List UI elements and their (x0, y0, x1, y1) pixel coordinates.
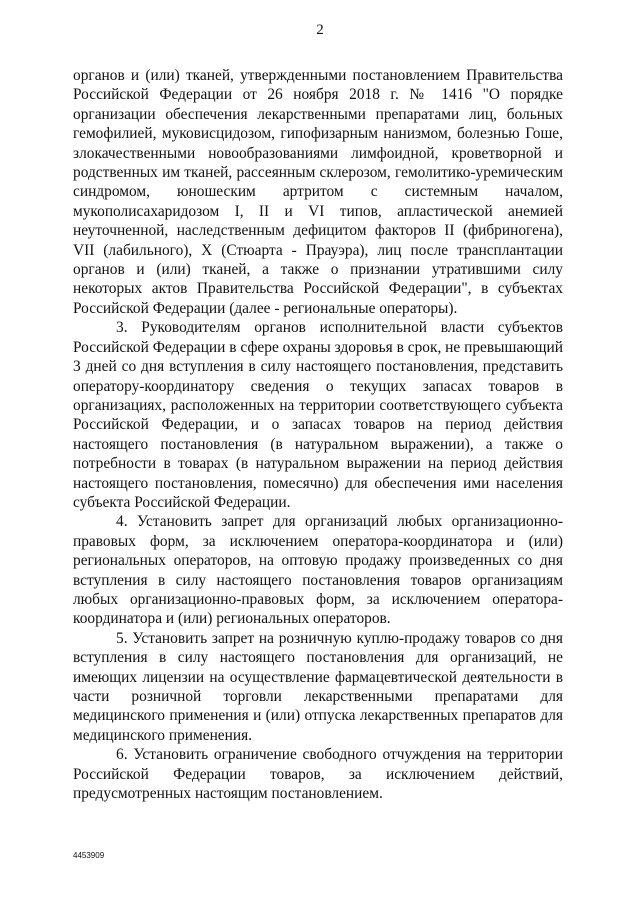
page-number: 2 (316, 22, 324, 38)
paragraph-item-6: 6. Установить ограничение свободного отчуждения на территории Российской Федерации товаров, за исключением действий, предусмотренных настоящим постановлением. (73, 746, 563, 803)
paragraph-item-4: 4. Установить запрет для организаций любых организационно-правовых форм, за исключением оператора-координатора и (или) региональных операторов, на оптовую продажу произведенных со дня вступления в силу настоящего постановления товаров организациям любых организационно-правовых форм, за исключением оператора-координатора и (или) региональных операторов. (73, 513, 563, 628)
document-id: 4453909 (73, 851, 105, 860)
paragraph-continuation: органов и (или) тканей, утвержденными постановлением Правительства Российской Федерации от 26 ноября 2018 г. № 1416 "О порядке организации обеспечения лекарственными препаратами лиц, больных гемофилией, муковисцидозом, гипофизарным нанизмом, болезнью Гоше, злокачественными новообразованиями лимфоидной, кроветворной и родственных им тканей, рассеянным склерозом, гемолитико-уремическим синдромом, юношеским артритом с системным началом, мукополисахаридозом I, II и VI типов, апластической анемией неуточненной, наследственным дефицитом факторов II (фибриногена), VII (лабильного), X (Стюарта - Прауэра), лиц после трансплантации органов и (или) тканей, а также о признании утратившими силу некоторых актов Правительства Российской Федерации", в субъектах Российской Федерации (далее - региональные операторы). (73, 67, 563, 317)
document-body (73, 66, 563, 803)
paragraph-item-3: 3. Руководителям органов исполнительной власти субъектов Российской Федерации в сфере охраны здоровья в срок, не превышающий 3 дней со дня вступления в силу настоящего постановления, представить оператору-координатору сведения о текущих запасах товаров в организациях, расположенных на территории соответствующего субъекта Российской Федерации, и о запасах товаров на период действия настоящего постановления (в натуральном выражении), а также о потребности в товарах (в натуральном выражении на период действия настоящего постановления, помесячно) для обеспечения ими населения субъекта Российской Федерации. (73, 319, 563, 511)
paragraph-item-5: 5. Установить запрет на розничную куплю-продажу товаров со дня вступления в силу настоящего постановления для организаций, не имеющих лицензии на осуществление фармацевтической деятельности в части розничной торговли лекарственными препаратами для медицинского применения и (или) отпуска лекарственных препаратов для медицинского применения. (73, 629, 563, 744)
